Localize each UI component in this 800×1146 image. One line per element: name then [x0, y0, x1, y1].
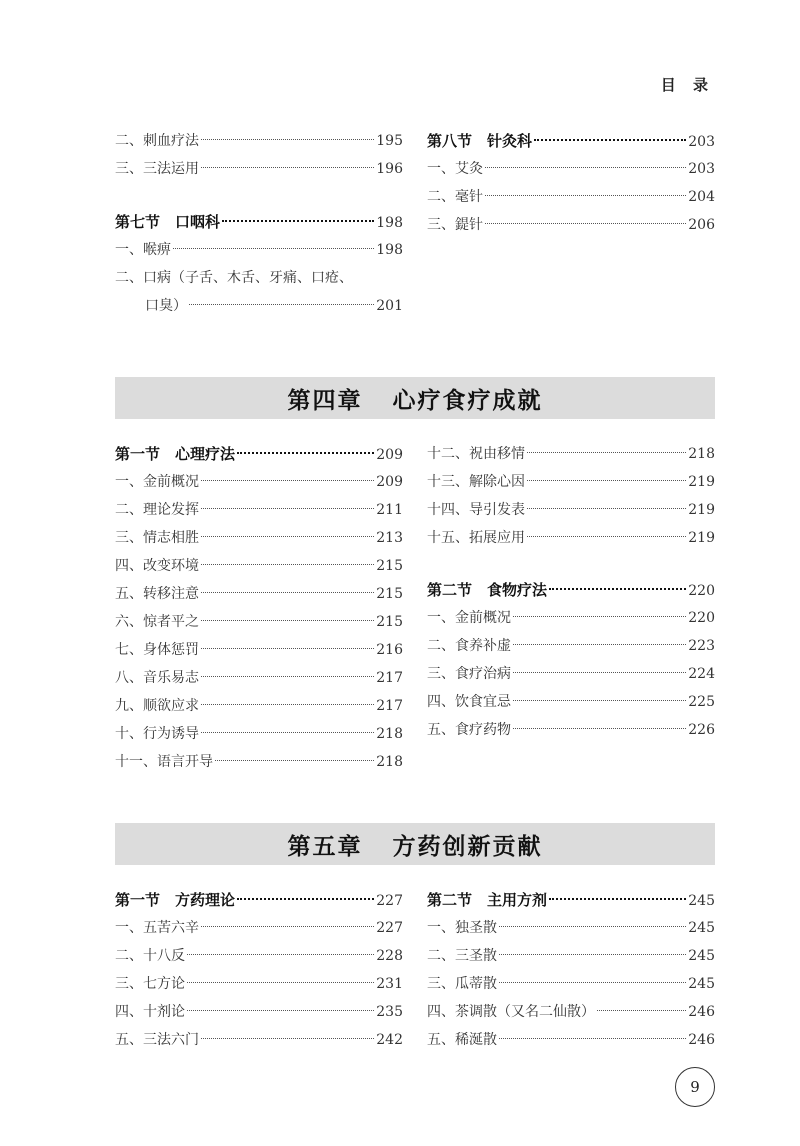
leader-dots — [527, 536, 686, 537]
toc-entry-label: 五、稀涎散 — [427, 1032, 497, 1048]
toc-entry-page: 228 — [376, 948, 403, 964]
toc-entry-label: 三、瓜蒂散 — [427, 976, 497, 992]
toc-entry-page: 242 — [376, 1032, 403, 1048]
chapter-5-heading[interactable] — [115, 823, 715, 865]
toc-entry[interactable] — [115, 636, 403, 664]
toc-section-page: 209 — [376, 447, 403, 463]
toc-entry-page: 215 — [376, 558, 403, 574]
toc-chapter5-left — [115, 886, 403, 1054]
leader-dots — [485, 223, 686, 224]
running-header-title: 目 录 — [660, 76, 714, 94]
leader-dots — [485, 167, 686, 168]
toc-entry-page: 246 — [688, 1004, 715, 1020]
toc-entry[interactable] — [427, 970, 715, 998]
toc-entry[interactable] — [115, 748, 403, 776]
toc-entry[interactable] — [427, 183, 715, 211]
leader-dots — [527, 452, 686, 453]
toc-section-label: 第二节 主用方剂 — [427, 891, 548, 909]
toc-entry-label: 六、惊者平之 — [115, 614, 199, 630]
toc-entry-label: 十一、语言开导 — [115, 754, 213, 770]
toc-entry-page: 218 — [688, 446, 715, 462]
leader-dots — [513, 700, 686, 701]
toc-entry[interactable] — [115, 524, 403, 552]
toc-section-label: 第一节 心理疗法 — [115, 445, 236, 463]
toc-section-label: 第一节 方药理论 — [115, 891, 236, 909]
toc-entry-label: 五、转移注意 — [115, 586, 199, 602]
toc-entry[interactable] — [115, 970, 403, 998]
leader-dots — [549, 588, 686, 590]
toc-entry[interactable] — [427, 155, 715, 183]
toc-entry-label: 九、顺欲应求 — [115, 698, 199, 714]
toc-entry-page: 245 — [688, 920, 715, 936]
toc-entry-label: 四、改变环境 — [115, 558, 199, 574]
toc-entry-label: 十二、祝由移情 — [427, 446, 525, 462]
toc-entry-wrap-line1[interactable]: 二、口病（子舌、木舌、牙痛、口疮、 — [115, 270, 353, 286]
toc-entry-label: 七、身体惩罚 — [115, 642, 199, 658]
toc-entry-label: 四、十剂论 — [115, 1004, 185, 1020]
chapter-title: 心疗食疗成就 — [392, 386, 543, 414]
chapter-prefix: 第四章 — [287, 386, 363, 414]
leader-dots — [201, 139, 374, 140]
toc-entry[interactable] — [427, 688, 715, 716]
toc-entry-page: 226 — [688, 722, 715, 738]
toc-entry[interactable] — [115, 496, 403, 524]
toc-chapter4-left — [115, 440, 403, 776]
leader-dots — [201, 648, 374, 649]
toc-entry-page: 209 — [376, 474, 403, 490]
leader-dots — [187, 954, 374, 955]
leader-dots — [201, 704, 374, 705]
toc-entry-page: 203 — [688, 161, 715, 177]
toc-entry[interactable] — [427, 496, 715, 524]
toc-entry[interactable] — [115, 720, 403, 748]
chapter-prefix: 第五章 — [287, 832, 363, 860]
leader-dots — [201, 1038, 374, 1039]
toc-entry-page: 220 — [688, 610, 715, 626]
toc-entry[interactable] — [427, 211, 715, 239]
toc-entry-label: 一、五苦六辛 — [115, 920, 199, 936]
toc-entry-label: 二、刺血疗法 — [115, 133, 199, 149]
leader-dots — [201, 167, 374, 168]
toc-entry-label: 四、茶调散（又名二仙散） — [427, 1004, 595, 1020]
toc-entry-page: 217 — [376, 670, 403, 686]
toc-entry-label: 二、食养补虚 — [427, 638, 511, 654]
toc-entry[interactable] — [115, 468, 403, 496]
toc-entry[interactable] — [427, 914, 715, 942]
toc-section-label: 第七节 口咽科 — [115, 213, 221, 231]
toc-section-heading[interactable] — [427, 127, 715, 155]
toc-entry-label: 一、喉痹 — [115, 242, 171, 258]
toc-entry-page: 224 — [688, 666, 715, 682]
toc-chapter4-right-section — [427, 576, 715, 744]
toc-entry-label: 五、食疗药物 — [427, 722, 511, 738]
leader-dots — [201, 926, 374, 927]
toc-entry-label: 十、行为诱导 — [115, 726, 199, 742]
toc-entry-label: 一、金前概况 — [115, 474, 199, 490]
toc-entry[interactable] — [427, 604, 715, 632]
leader-dots — [513, 728, 686, 729]
leader-dots — [187, 982, 374, 983]
leader-dots — [187, 1010, 374, 1011]
toc-section-page: 227 — [376, 893, 403, 909]
toc-entry[interactable] — [115, 155, 403, 183]
page-number-badge: 9 — [675, 1067, 715, 1107]
toc-chapter4-right — [427, 440, 715, 552]
toc-entry-page: 246 — [688, 1032, 715, 1048]
leader-dots — [499, 982, 686, 983]
leader-dots — [222, 220, 374, 222]
toc-section-page: 245 — [688, 893, 715, 909]
toc-entry-label: 三、三法运用 — [115, 161, 199, 177]
toc-entry-page: 218 — [376, 726, 403, 742]
toc-entry-label: 二、三圣散 — [427, 948, 497, 964]
toc-entry-page: 219 — [688, 530, 715, 546]
toc-entry[interactable] — [115, 580, 403, 608]
leader-dots — [215, 760, 374, 761]
leader-dots — [527, 508, 686, 509]
leader-dots — [237, 898, 374, 900]
toc-section-label: 第二节 食物疗法 — [427, 581, 548, 599]
toc-entry-page: 245 — [688, 948, 715, 964]
toc-entry[interactable] — [427, 1026, 715, 1054]
toc-entry-page: 225 — [688, 694, 715, 710]
toc-entry-label: 一、艾灸 — [427, 161, 483, 177]
leader-dots — [513, 616, 686, 617]
toc-entry[interactable] — [427, 524, 715, 552]
toc-block1-left — [115, 127, 403, 183]
toc-entry-page: 218 — [376, 754, 403, 770]
toc-entry-page: 206 — [688, 217, 715, 233]
toc-section-label: 第八节 针灸科 — [427, 132, 533, 150]
toc-section-heading[interactable] — [115, 440, 403, 468]
toc-entry-label: 三、鍉针 — [427, 217, 483, 233]
toc-entry[interactable] — [427, 998, 715, 1026]
toc-section-heading[interactable] — [115, 208, 403, 236]
toc-entry[interactable] — [427, 660, 715, 688]
toc-section-page: 220 — [688, 583, 715, 599]
toc-entry-page: 245 — [688, 976, 715, 992]
toc-section-heading[interactable] — [427, 576, 715, 604]
toc-entry-page: 204 — [688, 189, 715, 205]
toc-entry[interactable] — [427, 440, 715, 468]
toc-section-heading[interactable] — [115, 886, 403, 914]
leader-dots — [201, 676, 374, 677]
leader-dots — [201, 620, 374, 621]
leader-dots — [534, 139, 686, 141]
toc-entry-label: 四、饮食宜忌 — [427, 694, 511, 710]
toc-entry-label: 一、金前概况 — [427, 610, 511, 626]
toc-entry-label: 十三、解除心因 — [427, 474, 525, 490]
toc-entry-page: 211 — [376, 502, 403, 518]
toc-entry-page: 231 — [376, 976, 403, 992]
toc-entry[interactable] — [115, 1026, 403, 1054]
toc-entry-page: 217 — [376, 698, 403, 714]
toc-entry[interactable] — [427, 468, 715, 496]
toc-entry-page: 219 — [688, 502, 715, 518]
toc-entry-label: 三、情志相胜 — [115, 530, 199, 546]
toc-entry[interactable] — [115, 942, 403, 970]
leader-dots — [201, 592, 374, 593]
toc-entry[interactable] — [115, 552, 403, 580]
leader-dots — [201, 536, 374, 537]
leader-dots — [173, 248, 374, 249]
toc-entry[interactable] — [427, 632, 715, 660]
chapter-4-heading[interactable] — [115, 377, 715, 419]
toc-entry-page: 227 — [376, 920, 403, 936]
leader-dots — [499, 1038, 686, 1039]
leader-dots — [499, 926, 686, 927]
toc-entry-label: 八、音乐易志 — [115, 670, 199, 686]
toc-entry[interactable] — [115, 236, 403, 264]
leader-dots — [237, 452, 374, 454]
toc-entry-page: 215 — [376, 614, 403, 630]
toc-entry[interactable] — [115, 292, 403, 320]
toc-entry[interactable] — [115, 664, 403, 692]
toc-block1-right — [427, 127, 715, 239]
leader-dots — [201, 732, 374, 733]
toc-entry-page: 216 — [376, 642, 403, 658]
toc-entry-label: 三、食疗治病 — [427, 666, 511, 682]
toc-entry-page: 213 — [376, 530, 403, 546]
toc-block1-left-section — [115, 208, 403, 320]
toc-chapter5-right — [427, 886, 715, 1054]
toc-entry[interactable] — [115, 608, 403, 636]
toc-entry-label: 三、七方论 — [115, 976, 185, 992]
toc-entry[interactable] — [115, 127, 403, 155]
toc-entry-page: 196 — [376, 161, 403, 177]
toc-entry[interactable] — [115, 692, 403, 720]
toc-entry-page: 215 — [376, 586, 403, 602]
toc-entry-label: 口臭） — [145, 298, 187, 314]
toc-entry-label: 十五、拓展应用 — [427, 530, 525, 546]
toc-section-page: 198 — [376, 215, 403, 231]
toc-section-heading[interactable] — [427, 886, 715, 914]
leader-dots — [549, 898, 686, 900]
toc-entry-page: 219 — [688, 474, 715, 490]
toc-entry-page: 201 — [376, 298, 403, 314]
toc-entry[interactable] — [115, 914, 403, 942]
toc-entry-label: 二、十八反 — [115, 948, 185, 964]
toc-entry-label: 二、毫针 — [427, 189, 483, 205]
toc-entry-page: 223 — [688, 638, 715, 654]
toc-entry-label: 二、理论发挥 — [115, 502, 199, 518]
toc-entry[interactable] — [115, 998, 403, 1026]
leader-dots — [485, 195, 686, 196]
toc-entry-page: 198 — [376, 242, 403, 258]
leader-dots — [499, 954, 686, 955]
leader-dots — [527, 480, 686, 481]
toc-entry[interactable] — [427, 942, 715, 970]
leader-dots — [597, 1010, 686, 1011]
toc-entry-label: 十四、导引发表 — [427, 502, 525, 518]
toc-section-page: 203 — [688, 134, 715, 150]
chapter-title: 方药创新贡献 — [392, 832, 543, 860]
toc-entry-label: 五、三法六门 — [115, 1032, 199, 1048]
leader-dots — [513, 672, 686, 673]
leader-dots — [189, 304, 374, 305]
toc-entry-label: 一、独圣散 — [427, 920, 497, 936]
toc-entry[interactable] — [427, 716, 715, 744]
leader-dots — [201, 564, 374, 565]
leader-dots — [201, 480, 374, 481]
leader-dots — [513, 644, 686, 645]
leader-dots — [201, 508, 374, 509]
toc-entry-page: 195 — [376, 133, 403, 149]
toc-entry-page: 235 — [376, 1004, 403, 1020]
